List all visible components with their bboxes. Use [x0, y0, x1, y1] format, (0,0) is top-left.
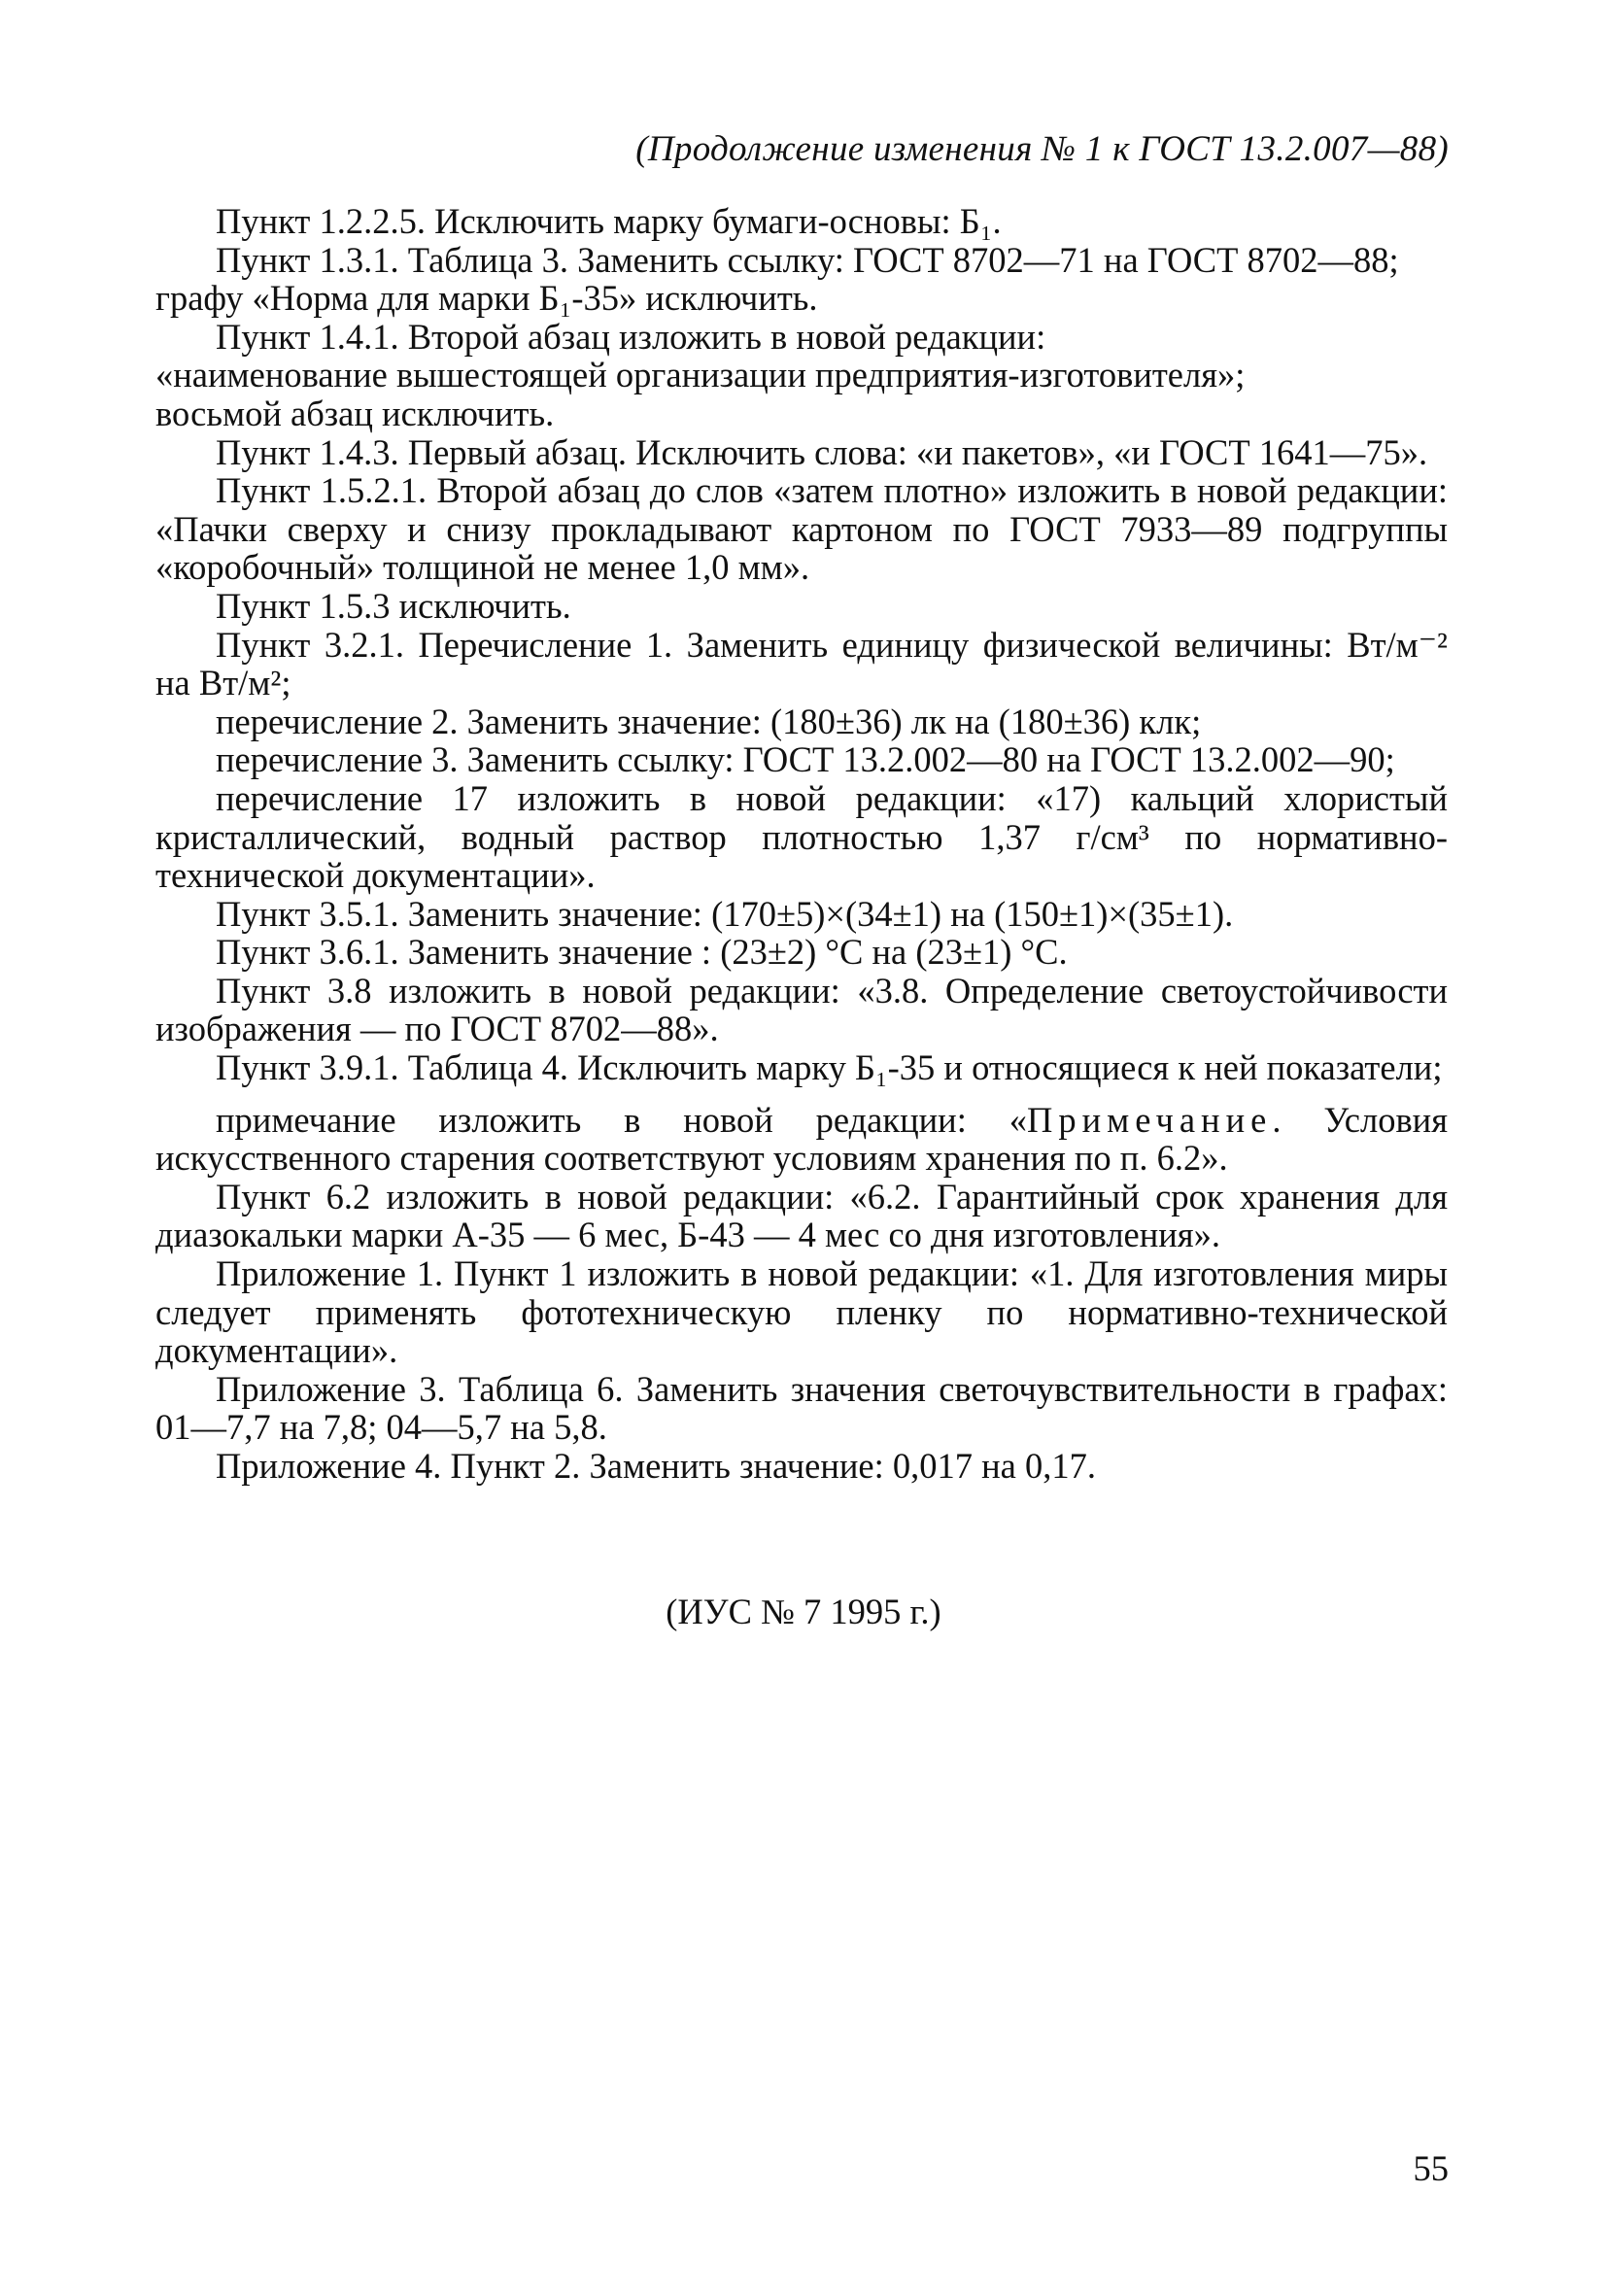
paragraph: Пункт 1.2.2.5. Исключить марку бумаги-основы: Б₁.: [216, 201, 1002, 241]
note-text-after: . Условия искусственного старения соответствуют условиям хранения по п. 6.2».: [155, 1099, 1448, 1179]
page-number: 55: [1413, 2148, 1449, 2188]
paragraph: Пункт 3.2.1. Перечисление 1. Заменить единицу физической величины: Вт/м⁻² на Вт/м²;: [155, 624, 1448, 703]
paragraph: Пункт 1.5.2.1. Второй абзац до слов «затем плотно» изложить в новой редакции: «Пачки сверху и снизу прокладывают картоном по ГОСТ 7933—89 подгруппы «коробочный» толщиной не менее 1,0 мм».: [155, 470, 1448, 588]
paragraph: перечисление 3. Заменить ссылку: ГОСТ 13.2.002—80 на ГОСТ 13.2.002—90;: [216, 739, 1395, 780]
paragraph: Приложение 1. Пункт 1 изложить в новой редакции: «1. Для изготовления миры следует применять фототехническую пленку по нормативно-технической документации».: [155, 1253, 1448, 1371]
paragraph: Пункт 1.4.1. Второй абзац изложить в новой редакции:: [216, 316, 1046, 357]
paragraph: Пункт 3.6.1. Заменить значение : (23±2) °С на (23±1) °С.: [216, 932, 1068, 973]
paragraph: графу «Норма для марки Б₁-35» исключить.: [155, 278, 818, 319]
paragraph: перечисление 2. Заменить значение: (180±36) лк на (180±36) клк;: [216, 701, 1202, 741]
note-paragraph: [155, 1101, 1448, 1178]
source-reference: (ИУС № 7 1995 г.): [666, 1592, 941, 1631]
paragraph: восьмой абзац исключить.: [155, 393, 555, 433]
paragraph: Пункт 3.8 изложить в новой редакции: «3.8. Определение светоустойчивости изображения — по ГОСТ 8702—88».: [155, 970, 1448, 1049]
note-spaced-word: Примечание: [1026, 1099, 1273, 1140]
paragraph: Пункт 3.9.1. Таблица 4. Исключить марку Б₁-35 и относящиеся к ней показатели;: [216, 1047, 1443, 1088]
page-header: (Продолжение изменения № 1 к ГОСТ 13.2.007—88): [635, 129, 1449, 169]
paragraph: «наименование вышестоящей организации предприятия-изготовителя»;: [155, 355, 1246, 395]
paragraph: Пункт 1.5.3 исключить.: [216, 585, 571, 626]
document-body: [155, 202, 1448, 1486]
note-text-before: примечание изложить в новой редакции: «: [216, 1099, 1027, 1140]
paragraph: Приложение 3. Таблица 6. Заменить значения светочувствительности в графах: 01—7,7 на 7,8; 04—5,7 на 5,8.: [155, 1368, 1448, 1448]
paragraph: Пункт 3.5.1. Заменить значение: (170±5)×(34±1) на (150±1)×(35±1).: [216, 893, 1234, 934]
paragraph: Пункт 1.3.1. Таблица 3. Заменить ссылку: ГОСТ 8702—71 на ГОСТ 8702—88;: [216, 239, 1399, 280]
paragraph: Пункт 1.4.3. Первый абзац. Исключить слова: «и пакетов», «и ГОСТ 1641—75».: [216, 431, 1428, 472]
paragraph: Приложение 4. Пункт 2. Заменить значение: 0,017 на 0,17.: [216, 1446, 1096, 1486]
paragraph: Пункт 6.2 изложить в новой редакции: «6.2. Гарантийный срок хранения для диазокальки марки А-35 — 6 мес, Б-43 — 4 мес со дня изготовления».: [155, 1176, 1448, 1255]
paragraph: перечисление 17 изложить в новой редакции: «17) кальций хлористый кристаллический, водный раствор плотностью 1,37 г/см³ по нормативно-технической документации».: [155, 777, 1448, 896]
